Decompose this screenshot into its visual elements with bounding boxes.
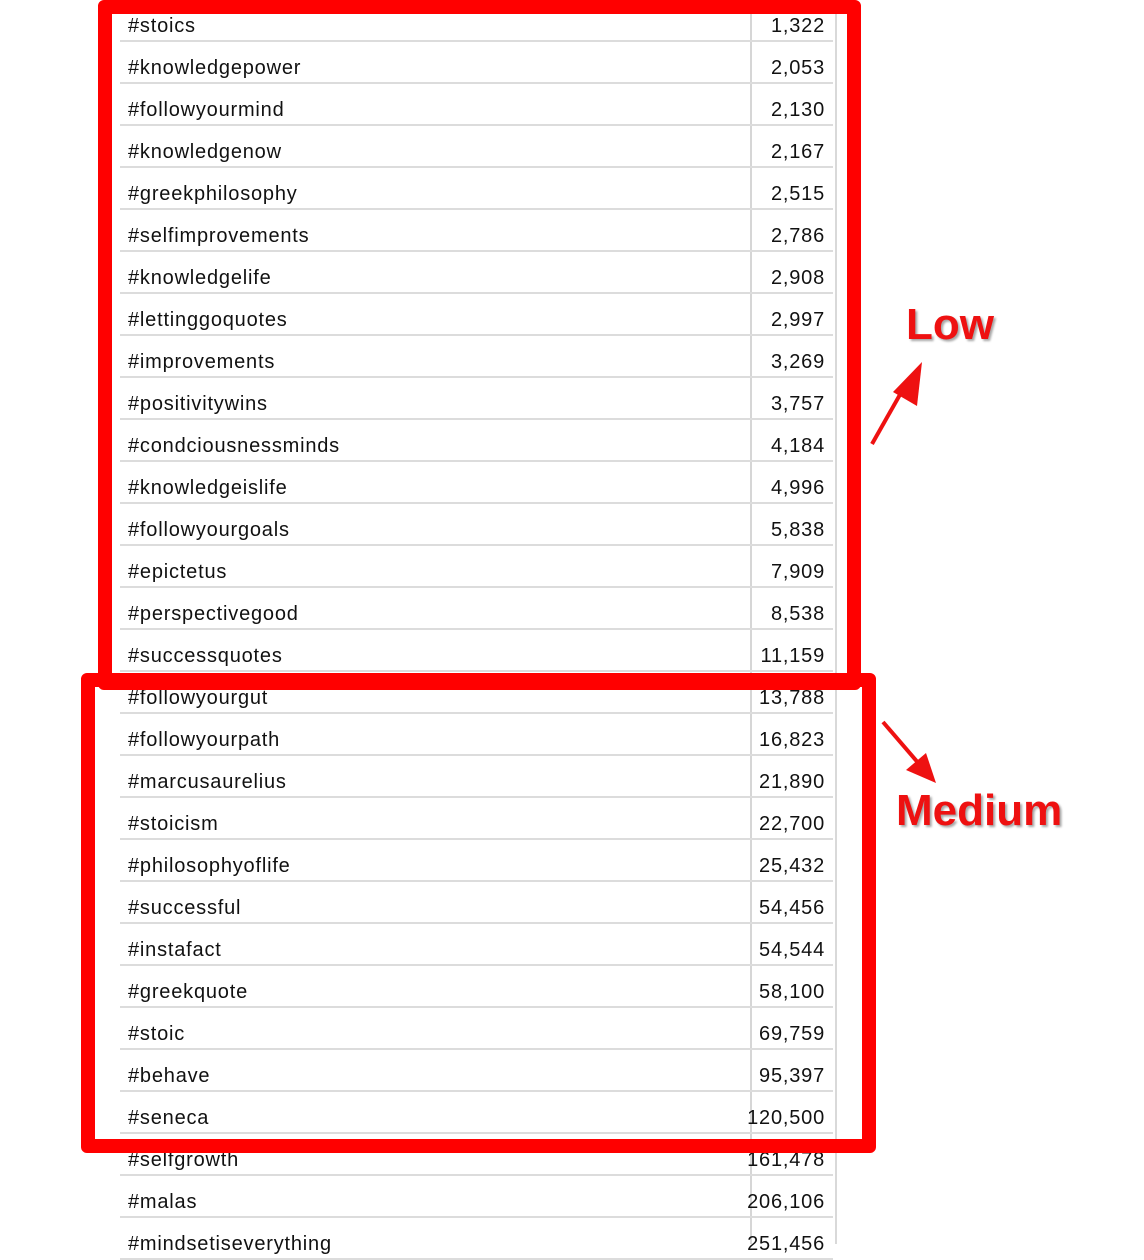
post-count-cell: 161,478 bbox=[747, 1149, 825, 1171]
hashtag-cell: #marcusaurelius bbox=[128, 771, 287, 793]
hashtag-cell: #perspectivegood bbox=[128, 603, 299, 625]
post-count-cell: 95,397 bbox=[759, 1065, 825, 1087]
hashtag-cell: #selfimprovements bbox=[128, 225, 310, 247]
hashtag-cell: #successquotes bbox=[128, 645, 283, 667]
hashtag-cell: #greekquote bbox=[128, 981, 249, 1003]
post-count-cell: 25,432 bbox=[759, 855, 825, 877]
post-count-cell: 54,544 bbox=[759, 939, 825, 961]
hashtag-cell: #followyourgut bbox=[128, 687, 269, 709]
hashtag-cell: #successful bbox=[128, 897, 242, 919]
hashtag-cell: #knowledgenow bbox=[128, 141, 282, 163]
medium-label: Medium bbox=[896, 786, 1063, 835]
hashtag-cell: #knowledgeislife bbox=[128, 477, 288, 499]
hashtag-cell: #selfgrowth bbox=[128, 1149, 240, 1171]
low-label: Low bbox=[906, 300, 994, 349]
hashtag-cell: #epictetus bbox=[128, 561, 228, 583]
hashtag-cell: #followyourgoals bbox=[128, 519, 290, 541]
hashtag-cell: #stoic bbox=[128, 1023, 186, 1045]
hashtag-cell: #mindsetiseverything bbox=[128, 1233, 332, 1255]
medium-arrow-icon bbox=[883, 722, 936, 783]
low-arrow-icon bbox=[872, 362, 922, 444]
post-count-cell: 2,515 bbox=[770, 183, 825, 205]
post-count-cell: 16,823 bbox=[759, 729, 825, 751]
hashtag-cell: #condciousnessminds bbox=[128, 435, 340, 457]
post-count-cell: 206,106 bbox=[747, 1191, 825, 1213]
hashtag-cell: #positivitywins bbox=[128, 393, 268, 415]
post-count-cell: 120,500 bbox=[747, 1107, 825, 1129]
hashtag-cell: #knowledgelife bbox=[128, 267, 272, 289]
hashtag-cell: #stoics bbox=[128, 15, 196, 37]
post-count-cell: 2,786 bbox=[770, 225, 825, 247]
post-count-cell: 3,757 bbox=[770, 393, 825, 415]
post-count-cell: 4,996 bbox=[770, 477, 825, 499]
post-count-cell: 1,322 bbox=[770, 15, 825, 37]
post-count-cell: 7,909 bbox=[770, 561, 825, 583]
hashtag-cell: #seneca bbox=[128, 1107, 210, 1129]
post-count-cell: 251,456 bbox=[747, 1233, 825, 1255]
hashtag-cell: #malas bbox=[128, 1191, 198, 1213]
post-count-cell: 2,997 bbox=[770, 309, 825, 331]
hashtag-cell: #philosophyoflife bbox=[128, 855, 291, 877]
hashtag-cell: #behave bbox=[128, 1065, 211, 1087]
hashtag-cell: #knowledgepower bbox=[128, 57, 302, 79]
hashtag-cell: #instafact bbox=[128, 939, 222, 961]
post-count-cell: 54,456 bbox=[759, 897, 825, 919]
post-count-cell: 2,167 bbox=[770, 141, 825, 163]
post-count-cell: 2,130 bbox=[770, 99, 825, 121]
hashtag-cell: #improvements bbox=[128, 351, 276, 373]
post-count-cell: 2,053 bbox=[770, 57, 825, 79]
post-count-cell: 58,100 bbox=[759, 981, 825, 1003]
hashtag-cell: #lettinggoquotes bbox=[128, 309, 288, 331]
post-count-cell: 21,890 bbox=[759, 771, 825, 793]
post-count-cell: 13,788 bbox=[759, 687, 825, 709]
hashtag-cell: #stoicism bbox=[128, 813, 219, 835]
post-count-cell: 5,838 bbox=[770, 519, 825, 541]
post-count-cell: 3,269 bbox=[770, 351, 825, 373]
hashtag-cell: #greekphilosophy bbox=[128, 183, 298, 205]
post-count-cell: 2,908 bbox=[770, 267, 825, 289]
post-count-cell: 4,184 bbox=[770, 435, 825, 457]
post-count-cell: 8,538 bbox=[770, 603, 825, 625]
hashtag-cell: #followyourpath bbox=[128, 729, 281, 751]
post-count-cell: 11,159 bbox=[760, 645, 825, 667]
post-count-cell: 69,759 bbox=[759, 1023, 825, 1045]
post-count-cell: 22,700 bbox=[759, 813, 825, 835]
hashtag-cell: #followyourmind bbox=[128, 99, 285, 121]
